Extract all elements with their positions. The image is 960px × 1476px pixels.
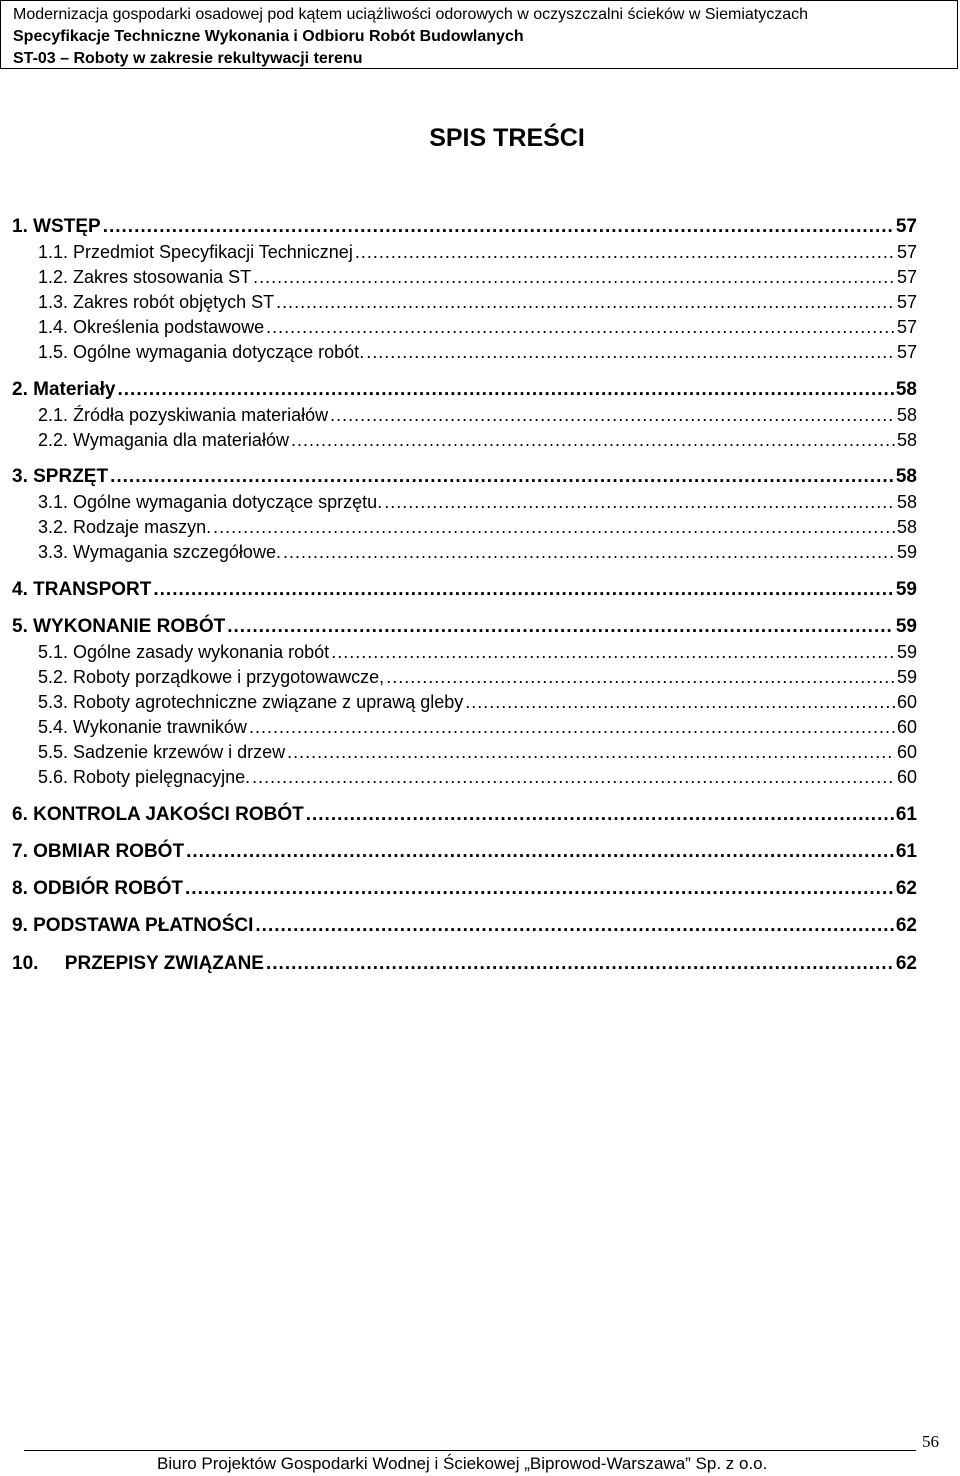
- toc-entry-label: 5.6. Roboty pielęgnacyjne.: [38, 767, 251, 787]
- toc-leader-dots: [255, 913, 893, 939]
- toc-entry[interactable]: [12, 802, 917, 828]
- toc-entry[interactable]: [38, 639, 917, 665]
- header-project-title: Modernizacja gospodarki osadowej pod kątem uciążliwości odorowych w oczyszczalni ścieków w Siemiatyczach: [13, 6, 809, 23]
- toc-entry-page: 59: [896, 667, 917, 687]
- toc-entry-label: 2.2. Wymagania dla materiałów: [38, 430, 289, 450]
- footer-divider: [24, 1450, 916, 1451]
- toc-entry[interactable]: [12, 839, 917, 865]
- toc-entry-label: 3.1. Ogólne wymagania dotyczące sprzętu.: [38, 492, 383, 512]
- page-number: 56: [922, 1432, 939, 1451]
- toc-entry-page: 59: [895, 579, 917, 600]
- toc-leader-dots: [266, 314, 895, 340]
- toc-leader-dots: [291, 427, 895, 453]
- toc-entry-page: 59: [895, 616, 917, 637]
- toc-entry-label: 3.3. Wymagania szczegółowe.: [38, 542, 281, 562]
- toc-leader-dots: [384, 489, 895, 515]
- toc-entry-page: 57: [896, 292, 917, 312]
- toc-entry-label: 5.1. Ogólne zasady wykonania robót: [38, 642, 330, 662]
- toc-leader-dots: [287, 739, 895, 765]
- toc-entry[interactable]: [38, 402, 917, 428]
- header-section-title: ST-03 – Roboty w zakresie rekultywacji terenu: [13, 50, 363, 67]
- toc-entry[interactable]: [12, 377, 917, 403]
- toc-entry-page: 60: [896, 767, 917, 787]
- toc-leader-dots: [253, 264, 895, 290]
- toc-entry-label: 5.4. Wykonanie trawników: [38, 717, 247, 737]
- toc-entry-label: 5.5. Sadzenie krzewów i drzew: [38, 742, 286, 762]
- toc-entry-page: 61: [895, 804, 917, 825]
- toc-entry-page: 58: [896, 405, 917, 425]
- toc-leader-dots: [103, 214, 894, 240]
- toc-entry-label: 3. SPRZĘT: [12, 466, 109, 487]
- toc-leader-dots: [227, 614, 894, 640]
- toc-entry[interactable]: [38, 314, 917, 340]
- toc-entry-label: 1.4. Określenia podstawowe: [38, 317, 265, 337]
- toc-leader-dots: [331, 639, 895, 665]
- toc-leader-dots: [266, 951, 894, 977]
- toc-entry[interactable]: [38, 714, 917, 740]
- toc-entry[interactable]: [38, 514, 917, 540]
- toc-entry-page: 57: [896, 342, 917, 362]
- toc-entry-label: 6. KONTROLA JAKOŚCI ROBÓT: [12, 804, 304, 825]
- toc-entry-label: 5. WYKONANIE ROBÓT: [12, 616, 226, 637]
- toc-entry-label: 2.1. Źródła pozyskiwania materiałów: [38, 405, 329, 425]
- toc-leader-dots: [153, 577, 894, 603]
- toc-entry-page: 60: [896, 692, 917, 712]
- toc-entry-label: 8. ODBIÓR ROBÓT: [12, 878, 184, 899]
- toc-entry-label: 1.2. Zakres stosowania ST: [38, 267, 252, 287]
- toc-leader-dots: [252, 764, 895, 790]
- toc-entry[interactable]: [12, 951, 917, 977]
- toc-entry-label: 10. PRZEPISY ZWIĄZANE: [12, 953, 264, 974]
- toc-entry-page: 59: [896, 642, 917, 662]
- toc-leader-dots: [276, 289, 895, 315]
- toc-leader-dots: [110, 464, 894, 490]
- toc-entry[interactable]: [12, 913, 917, 939]
- toc-entry-label: 1. WSTĘP: [12, 216, 101, 237]
- toc-leader-dots: [465, 689, 895, 715]
- toc-entry[interactable]: [38, 739, 917, 765]
- toc-entry[interactable]: [12, 214, 917, 240]
- toc-entry-page: 59: [896, 542, 917, 562]
- toc-entry-page: 58: [896, 517, 917, 537]
- toc-leader-dots: [330, 402, 895, 428]
- toc-entry-page: 58: [895, 379, 917, 400]
- toc-entry-page: 58: [896, 492, 917, 512]
- toc-entry-page: 57: [896, 317, 917, 337]
- toc-entry[interactable]: [12, 464, 917, 490]
- toc-entry[interactable]: [38, 427, 917, 453]
- header-spec-title: Specyfikacje Techniczne Wykonania i Odbioru Robót Budowlanych: [13, 28, 524, 45]
- toc-entry-page: 57: [896, 242, 917, 262]
- toc-entry-page: 58: [896, 430, 917, 450]
- toc-leader-dots: [213, 514, 895, 540]
- toc-leader-dots: [366, 339, 895, 365]
- toc-entry-page: 60: [896, 717, 917, 737]
- toc-leader-dots: [185, 876, 894, 902]
- toc-entry-label: 9. PODSTAWA PŁATNOŚCI: [12, 915, 254, 936]
- toc-leader-dots: [118, 377, 894, 403]
- toc-leader-dots: [386, 664, 895, 690]
- toc-entry-page: 57: [895, 216, 917, 237]
- toc-entry-label: 1.3. Zakres robót objętych ST: [38, 292, 275, 312]
- toc-leader-dots: [306, 802, 894, 828]
- toc-entry-page: 57: [896, 267, 917, 287]
- toc-entry[interactable]: [38, 289, 917, 315]
- toc-entry-page: 62: [895, 953, 917, 974]
- toc-entry-label: 3.2. Rodzaje maszyn.: [38, 517, 212, 537]
- toc-entry-page: 62: [895, 878, 917, 899]
- toc-leader-dots: [249, 714, 895, 740]
- toc-entry-label: 4. TRANSPORT: [12, 579, 152, 600]
- toc-entry[interactable]: [38, 664, 917, 690]
- toc-entry-label: 5.2. Roboty porządkowe i przygotowawcze,: [38, 667, 385, 687]
- toc-entry-label: 5.3. Roboty agrotechniczne związane z uprawą gleby: [38, 692, 464, 712]
- page-title: SPIS TREŚCI: [429, 124, 585, 152]
- toc-entry[interactable]: [38, 489, 917, 515]
- toc-entry-page: 61: [895, 841, 917, 862]
- toc-entry-label: 7. OBMIAR ROBÓT: [12, 841, 185, 862]
- toc-entry[interactable]: [38, 539, 917, 565]
- toc-entry[interactable]: [38, 239, 917, 265]
- toc-entry[interactable]: [38, 764, 917, 790]
- toc-leader-dots: [186, 839, 894, 865]
- toc-entry[interactable]: [12, 876, 917, 902]
- toc-entry-page: 62: [895, 915, 917, 936]
- toc-entry[interactable]: [38, 264, 917, 290]
- toc-leader-dots: [283, 539, 895, 565]
- toc-entry-label: 1.5. Ogólne wymagania dotyczące robót.: [38, 342, 365, 362]
- toc-entry[interactable]: [12, 614, 917, 640]
- toc-entry-label: 2. Materiały: [12, 379, 116, 400]
- footer-company: Biuro Projektów Gospodarki Wodnej i Ściekowej „Biprowod-Warszawa” Sp. z o.o.: [157, 1454, 768, 1473]
- toc-entry[interactable]: [38, 339, 917, 365]
- toc-entry-label: 1.1. Przedmiot Specyfikacji Technicznej: [38, 242, 353, 262]
- toc-entry[interactable]: [12, 577, 917, 603]
- toc-entry-page: 58: [895, 466, 917, 487]
- toc-entry-page: 60: [896, 742, 917, 762]
- toc-entry[interactable]: [38, 689, 917, 715]
- toc-leader-dots: [355, 239, 895, 265]
